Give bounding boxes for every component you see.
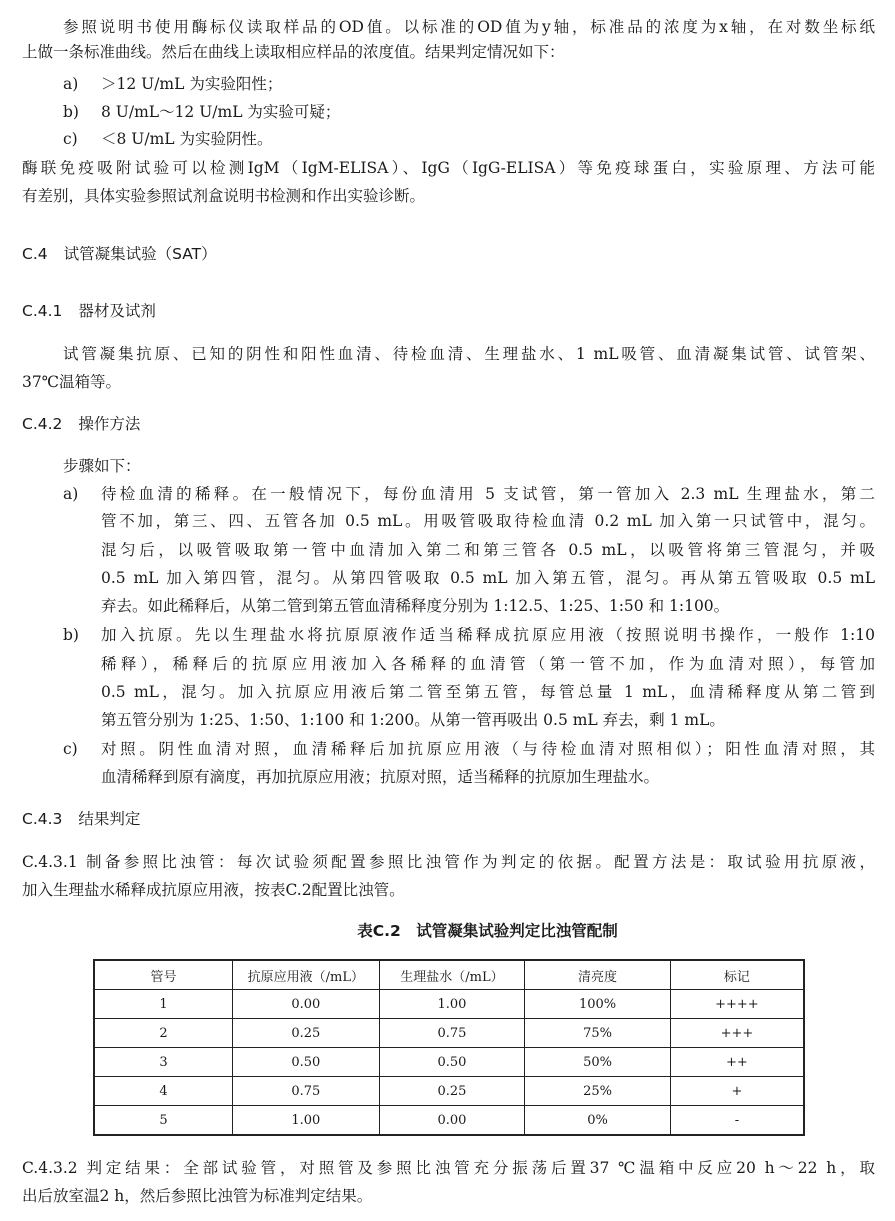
section-c42-heading bbox=[22, 413, 140, 435]
result-judgment-line-1: C.4.3.2 判定结果：全部试验管，对照管及参照比浊管充分振荡后置37 ℃温箱中反应20 h～22 h，取 bbox=[22, 1159, 875, 1177]
step-label-c: c) bbox=[63, 740, 78, 758]
step-a-line-1: 待检血清的稀释。在一般情况下，每份血清用 5 支试管，第一管加入 2.3 mL 生理盐水，第二 bbox=[101, 485, 875, 503]
table-cell: 0.75 bbox=[379, 1019, 525, 1048]
step-a-line-3: 混匀后，以吸管吸取第一管中血清加入第二和第三管各 0.5 mL，以吸管将第三管混匀，并吸 bbox=[101, 541, 875, 559]
step-a-line-4: 0.5 mL 加入第四管，混匀。从第四管吸取 0.5 mL 加入第五管，混匀。再从第五管吸取 0.5 mL bbox=[101, 569, 875, 587]
criteria-text-a: ＞12 U/mL 为实验阳性； bbox=[101, 75, 283, 93]
criteria-label-a: a) bbox=[63, 75, 79, 93]
intro-line-2: 上做一条标准曲线。然后在曲线上读取相应样品的浓度值。结果判定情况如下： bbox=[22, 43, 565, 61]
table-cell: 4 bbox=[94, 1077, 233, 1106]
table-caption: 表C.2 试管凝集试验判定比浊管配制 bbox=[357, 922, 618, 940]
table-cell: ++ bbox=[670, 1048, 804, 1077]
step-b-line-3: 0.5 mL，混匀。加入抗原应用液后第二管至第五管，每管总量 1 mL，血清稀释度从第二管到 bbox=[101, 683, 875, 701]
materials-line-2: 37℃温箱等。 bbox=[22, 373, 122, 391]
table-cell: 1.00 bbox=[233, 1106, 380, 1136]
criteria-label-c: c) bbox=[63, 130, 78, 148]
step-b-line-2: 稀释），稀释后的抗原应用液加入各稀释的血清管（第一管不加，作为血清对照），每管加 bbox=[101, 655, 875, 673]
table-cell: 1.00 bbox=[379, 990, 525, 1019]
table-header-row bbox=[94, 960, 804, 990]
header-antigen-volume: 抗原应用液（/mL） bbox=[233, 960, 380, 990]
table-cell: 25% bbox=[525, 1077, 671, 1106]
header-mark: 标记 bbox=[670, 960, 804, 990]
turbidity-table bbox=[93, 959, 805, 1136]
criteria-text-c: ＜8 U/mL 为实验阴性。 bbox=[101, 130, 273, 148]
elisa-note-line-1: 酶联免疫吸附试验可以检测IgM（IgM-ELISA）、IgG（IgG-ELISA）等免疫球蛋白，实验原理、方法可能 bbox=[22, 159, 875, 177]
table-cell: 0.00 bbox=[379, 1106, 525, 1136]
step-c-line-2: 血清稀释到原有滴度，再加抗原应用液；抗原对照，适当稀释的抗原加生理盐水。 bbox=[101, 768, 660, 786]
table-cell: 0% bbox=[525, 1106, 671, 1136]
section-c43-heading bbox=[22, 808, 140, 830]
header-tube-number: 管号 bbox=[94, 960, 233, 990]
step-a-line-5: 弃去。如此稀释后，从第二管到第五管血清稀释度分别为 1:12.5、1:25、1:50 和 1:100。 bbox=[101, 597, 730, 615]
criteria-text-b: 8 U/mL～12 U/mL 为实验可疑； bbox=[101, 103, 341, 121]
table-cell: 0.50 bbox=[233, 1048, 380, 1077]
result-judgment-line-2: 出后放室温2 h，然后参照比浊管为标准判定结果。 bbox=[22, 1187, 373, 1205]
criteria-label-b: b) bbox=[63, 103, 79, 121]
section-number: C.4.1 bbox=[22, 302, 63, 320]
step-c-line-1: 对照。阴性血清对照，血清稀释后加抗原应用液（与待检血清对照相似）；阳性血清对照，其 bbox=[101, 740, 875, 758]
step-a-line-2: 管不加，第三、四、五管各加 0.5 mL。用吸管吸取待检血清 0.2 mL 加入第一只试管中，混匀。 bbox=[101, 512, 875, 530]
table-cell: 0.00 bbox=[233, 990, 380, 1019]
table-cell: + bbox=[670, 1077, 804, 1106]
table-row bbox=[94, 1077, 804, 1106]
section-number: C.4.2 bbox=[22, 415, 63, 433]
table-row bbox=[94, 1106, 804, 1136]
section-title: 结果判定 bbox=[78, 810, 141, 828]
intro-line-1: 参照说明书使用酶标仪读取样品的OD值。以标准的OD值为y轴，标准品的浓度为x轴，在对数坐标纸 bbox=[63, 18, 875, 36]
table-cell: 5 bbox=[94, 1106, 233, 1136]
table-cell: 3 bbox=[94, 1048, 233, 1077]
table-cell: 75% bbox=[525, 1019, 671, 1048]
section-title: 试管凝集试验（SAT） bbox=[63, 245, 217, 263]
materials-line-1: 试管凝集抗原、已知的阴性和阳性血清、待检血清、生理盐水、1 mL吸管、血清凝集试管、试管架、 bbox=[63, 345, 875, 363]
steps-intro: 步骤如下： bbox=[63, 457, 141, 475]
table-cell: 0.75 bbox=[233, 1077, 380, 1106]
step-b-line-1: 加入抗原。先以生理盐水将抗原原液作适当稀释成抗原应用液（按照说明书操作，一般作 1:10 bbox=[101, 626, 875, 644]
section-title: 器材及试剂 bbox=[78, 302, 156, 320]
table-cell: 2 bbox=[94, 1019, 233, 1048]
table-cell: +++ bbox=[670, 1019, 804, 1048]
table-row bbox=[94, 1048, 804, 1077]
table-cell: - bbox=[670, 1106, 804, 1136]
table-cell: 1 bbox=[94, 990, 233, 1019]
table-cell: 50% bbox=[525, 1048, 671, 1077]
elisa-note-line-2: 有差别，具体实验参照试剂盒说明书检测和作出实验诊断。 bbox=[22, 187, 426, 205]
header-clarity: 清亮度 bbox=[525, 960, 671, 990]
step-label-b: b) bbox=[63, 626, 79, 644]
table-row bbox=[94, 990, 804, 1019]
step-b-line-4: 第五管分别为 1:25、1:50、1:100 和 1:200。从第一管再吸出 0.5 mL 弃去，剩 1 mL。 bbox=[101, 711, 725, 729]
reference-tube-line-2: 加入生理盐水稀释成抗原应用液，按表C.2配置比浊管。 bbox=[22, 881, 405, 899]
section-number: C.4.3 bbox=[22, 810, 63, 828]
table-cell: 0.25 bbox=[379, 1077, 525, 1106]
section-c4-heading bbox=[22, 243, 217, 265]
table-cell: ++++ bbox=[670, 990, 804, 1019]
table-cell: 0.50 bbox=[379, 1048, 525, 1077]
table-cell: 0.25 bbox=[233, 1019, 380, 1048]
table-cell: 100% bbox=[525, 990, 671, 1019]
section-number: C.4 bbox=[22, 245, 48, 263]
table-row bbox=[94, 1019, 804, 1048]
step-label-a: a) bbox=[63, 485, 79, 503]
reference-tube-line-1: C.4.3.1 制备参照比浊管：每次试验须配置参照比浊管作为判定的依据。配置方法是：取试验用抗原液， bbox=[22, 853, 875, 871]
header-saline-volume: 生理盐水（/mL） bbox=[379, 960, 525, 990]
section-c41-heading bbox=[22, 300, 156, 322]
section-title: 操作方法 bbox=[78, 415, 141, 433]
